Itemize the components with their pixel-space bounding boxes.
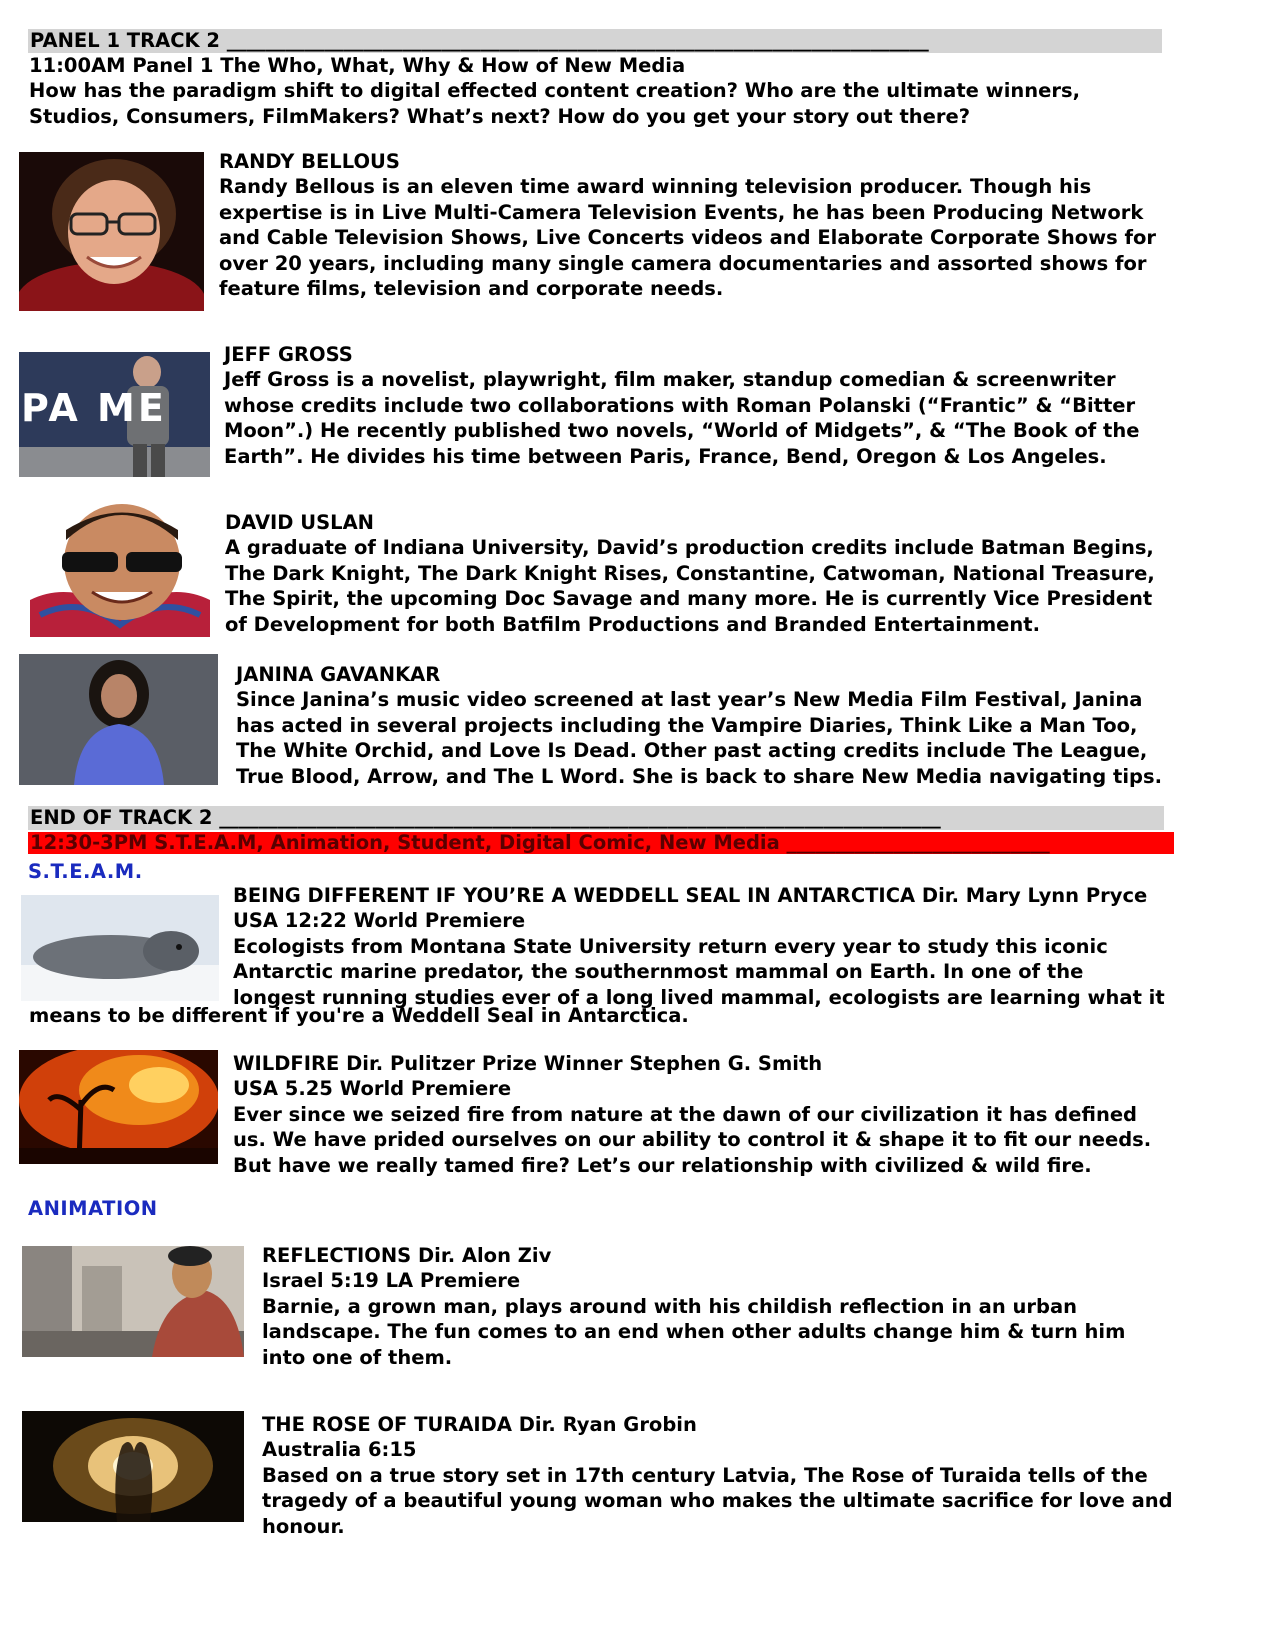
- speaker-jeff-gross: [224, 342, 1139, 469]
- film-desc-line: Barnie, a grown man, plays around with his childish reflection in an urban: [262, 1294, 1078, 1318]
- film-rose-of-turaida: [262, 1412, 1173, 1539]
- speaker-bio-line: and Cable Television Shows, Live Concerts videos and Elaborate Corporate Shows for: [219, 226, 1157, 250]
- film-title: WILDFIRE Dir. Pulitzer Prize Winner Stephen G. Smith: [233, 1052, 823, 1075]
- speaker-david-uslan: [225, 510, 1155, 637]
- speaker-photo-david-uslan: [30, 500, 210, 637]
- speaker-name: JANINA GAVANKAR: [236, 663, 441, 686]
- speaker-bio-line: has acted in several projects including the Vampire Diaries, Think Like a Man Too,: [236, 713, 1138, 737]
- film-still-wildfire: [19, 1050, 218, 1164]
- speaker-name: JEFF GROSS: [224, 343, 353, 366]
- section-heading-steam: S.T.E.A.M.: [28, 860, 143, 883]
- speaker-bio-line: True Blood, Arrow, and The L Word. She is back to share New Media navigating tips.: [236, 764, 1163, 788]
- speaker-bio-line: expertise is in Live Multi-Camera Television Events, he has been Producing Network: [219, 200, 1144, 224]
- film-desc-line: longest running studies ever of a long lived mammal, ecologists are learning what it: [233, 985, 1165, 1009]
- film-weddell-seal: [233, 883, 1165, 1010]
- speaker-bio-line: feature films, television and corporate needs.: [219, 277, 724, 301]
- speaker-bio-line: Moon”.) He recently published two novels, “World of Midgets”, & “The Book of the: [224, 419, 1140, 443]
- film-desc-line: landscape. The fun comes to an end when other adults change him & turn him: [262, 1320, 1126, 1344]
- film-desc-line: honour.: [262, 1514, 345, 1538]
- speaker-bio-line: The White Orchid, and Love Is Dead. Other past acting credits include The League,: [236, 739, 1148, 763]
- track-header: PANEL 1 TRACK 2 ________________________________________________________________________: [28, 29, 1162, 53]
- panel-desc-line: Studios, Consumers, FilmMakers? What’s next? How do you get your story out there?: [29, 104, 971, 128]
- speaker-bio-line: whose credits include two collaborations with Roman Polanski (“Frantic” & “Bitter: [224, 393, 1136, 417]
- speaker-photo-randy-bellous: [19, 152, 204, 311]
- speaker-bio-line: Since Janina’s music video screened at last year’s New Media Film Festival, Janina: [236, 688, 1143, 712]
- film-desc-line: tragedy of a beautiful young woman who makes the ultimate sacrifice for love and: [262, 1489, 1173, 1513]
- film-desc-line: Based on a true story set in 17th century Latvia, The Rose of Turaida tells of the: [262, 1463, 1148, 1487]
- film-meta: USA 12:22 World Premiere: [233, 909, 526, 933]
- speaker-bio-line: of Development for both Batfilm Productions and Branded Entertainment.: [225, 612, 1041, 636]
- film-desc-line: Ever since we seized fire from nature at the dawn of our civilization it has defined: [233, 1102, 1138, 1126]
- film-reflections: [262, 1243, 1125, 1370]
- film-still-reflections: [22, 1246, 244, 1357]
- speaker-bio-line: Earth”. He divides his time between Paris, France, Bend, Oregon & Los Angeles.: [224, 444, 1107, 468]
- film-title: BEING DIFFERENT IF YOU’RE A WEDDELL SEAL IN ANTARCTICA Dir. Mary Lynn Pryce: [233, 884, 1148, 907]
- section-heading-animation: ANIMATION: [28, 1197, 158, 1220]
- photo-banner-text: PA ME: [21, 386, 167, 430]
- film-desc-line: into one of them.: [262, 1345, 453, 1369]
- end-track-header: END OF TRACK 2 __________________________________________________________________________: [28, 806, 1164, 830]
- speaker-photo-jeff-gross: [19, 352, 210, 477]
- speaker-bio-line: A graduate of Indiana University, David’s production credits include Batman Begins,: [225, 536, 1154, 560]
- panel-title: 11:00AM Panel 1 The Who, What, Why & How of New Media: [29, 54, 686, 77]
- film-meta: Australia 6:15: [262, 1438, 417, 1462]
- film-still-rose-of-turaida: [22, 1411, 244, 1522]
- speaker-bio-line: Jeff Gross is a novelist, playwright, film maker, standup comedian & screenwriter: [224, 368, 1116, 392]
- speaker-bio-line: The Spirit, the upcoming Doc Savage and many more. He is currently Vice President: [225, 587, 1153, 611]
- film-desc-line: means to be different if you're a Weddell Seal in Antarctica.: [29, 1004, 689, 1027]
- film-meta: USA 5.25 World Premiere: [233, 1077, 512, 1101]
- film-meta: Israel 5:19 LA Premiere: [262, 1269, 521, 1293]
- block-header: 12:30-3PM S.T.E.A.M, Animation, Student, Digital Comic, New Media ___________________________: [28, 832, 1174, 854]
- film-desc-line: Ecologists from Montana State University return every year to study this iconic: [233, 934, 1108, 958]
- film-title: REFLECTIONS Dir. Alon Ziv: [262, 1244, 552, 1267]
- film-still-weddell-seal: [21, 895, 219, 1001]
- film-desc-line: us. We have prided ourselves on our ability to control it & shape it to fit our needs.: [233, 1128, 1152, 1152]
- speaker-bio-line: over 20 years, including many single camera documentaries and assorted shows for: [219, 251, 1147, 275]
- film-desc-line: Antarctic marine predator, the southernmost mammal on Earth. In one of the: [233, 960, 1084, 984]
- speaker-name: RANDY BELLOUS: [219, 150, 400, 173]
- speaker-name: DAVID USLAN: [225, 511, 374, 534]
- speaker-randy-bellous: [219, 149, 1156, 301]
- film-desc-line: But have we really tamed fire? Let’s our relationship with civilized & wild fire.: [233, 1153, 1092, 1177]
- panel-intro: [29, 53, 1080, 129]
- speaker-bio-line: Randy Bellous is an eleven time award winning television producer. Though his: [219, 175, 1092, 199]
- film-title: THE ROSE OF TURAIDA Dir. Ryan Grobin: [262, 1413, 697, 1436]
- speaker-photo-janina-gavankar: [19, 654, 218, 785]
- panel-desc-line: How has the paradigm shift to digital effected content creation? Who are the ultimate winners,: [29, 79, 1081, 103]
- speaker-janina-gavankar: [236, 662, 1162, 789]
- speaker-bio-line: The Dark Knight, The Dark Knight Rises, Constantine, Catwoman, National Treasure,: [225, 561, 1155, 585]
- film-wildfire: [233, 1051, 1151, 1178]
